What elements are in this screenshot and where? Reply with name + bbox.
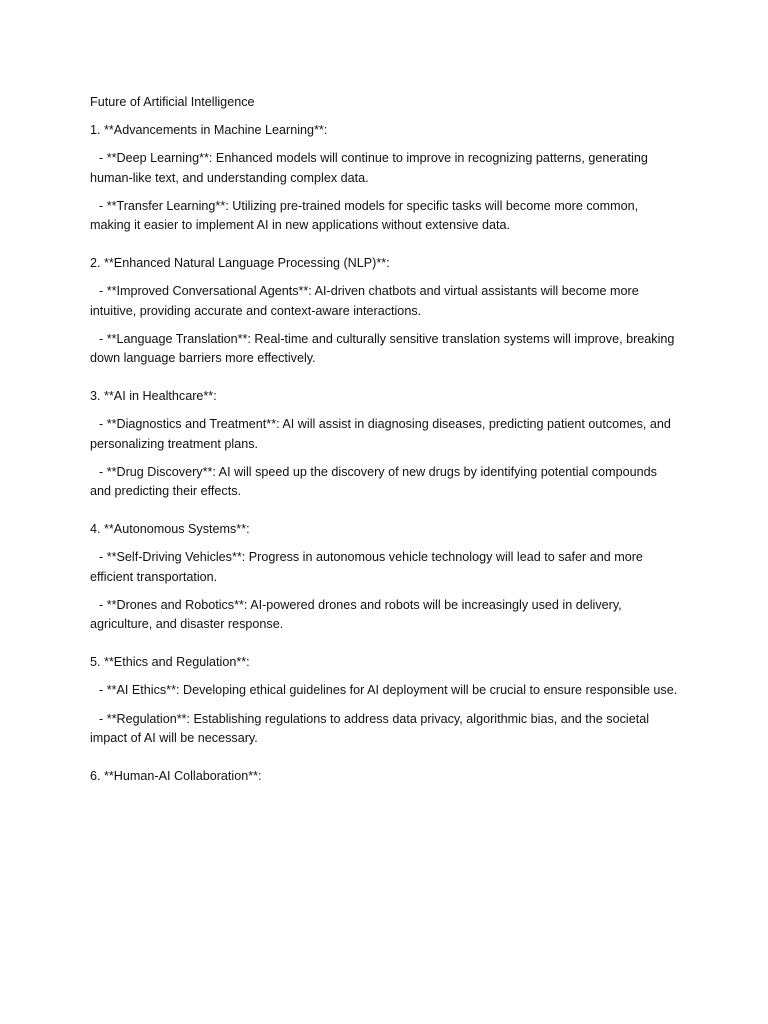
section-heading: 4. **Autonomous Systems**: [90, 522, 250, 537]
section-heading: 3. **AI in Healthcare**: [90, 389, 217, 404]
section-healthcare [90, 387, 680, 501]
section-ethics-regulation [90, 653, 680, 748]
section-heading: 6. **Human-AI Collaboration**: [90, 769, 262, 784]
bullet-diagnostics: - **Diagnostics and Treatment**: AI will assist in diagnosing diseases, predicting patient outcomes, and personalizing treatment plans. [90, 417, 671, 451]
bullet-deep-learning: - **Deep Learning**: Enhanced models will continue to improve in recognizing patterns, generating human-like text, and understanding complex data. [90, 151, 648, 185]
section-heading: 5. **Ethics and Regulation**: [90, 655, 250, 670]
section-human-ai-collaboration [90, 767, 680, 786]
bullet-regulation: - **Regulation**: Establishing regulations to address data privacy, algorithmic bias, and the societal impact of AI will be necessary. [90, 711, 649, 745]
bullet-language-translation: - **Language Translation**: Real-time and culturally sensitive translation systems will improve, breaking down language barriers more effectively. [90, 331, 675, 366]
bullet-conversational-agents: - **Improved Conversational Agents**: AI-driven chatbots and virtual assistants will become more intuitive, providing accurate and context-aware interactions. [90, 284, 639, 318]
bullet-transfer-learning: - **Transfer Learning**: Utilizing pre-trained models for specific tasks will become more common, making it easier to implement AI in new applications without extensive data. [90, 198, 639, 233]
bullet-drones-robotics: - **Drones and Robotics**: AI-powered drones and robots will be increasingly used in delivery, agriculture, and disaster response. [90, 597, 622, 632]
bullet-ai-ethics: - **AI Ethics**: Developing ethical guidelines for AI deployment will be crucial to ensure responsible use. [99, 683, 678, 698]
bullet-self-driving: - **Self-Driving Vehicles**: Progress in autonomous vehicle technology will lead to safer and more efficient transportation. [90, 550, 643, 584]
section-nlp [90, 254, 680, 368]
bullet-drug-discovery: - **Drug Discovery**: AI will speed up the discovery of new drugs by identifying potential compounds and predicting their effects. [90, 464, 657, 499]
section-machine-learning [90, 121, 680, 235]
section-heading: 2. **Enhanced Natural Language Processing (NLP)**: [90, 256, 390, 271]
section-autonomous-systems [90, 520, 680, 634]
section-heading: 1. **Advancements in Machine Learning**: [90, 123, 328, 138]
document-body [90, 93, 680, 795]
document-title: Future of Artificial Intelligence [90, 95, 255, 109]
